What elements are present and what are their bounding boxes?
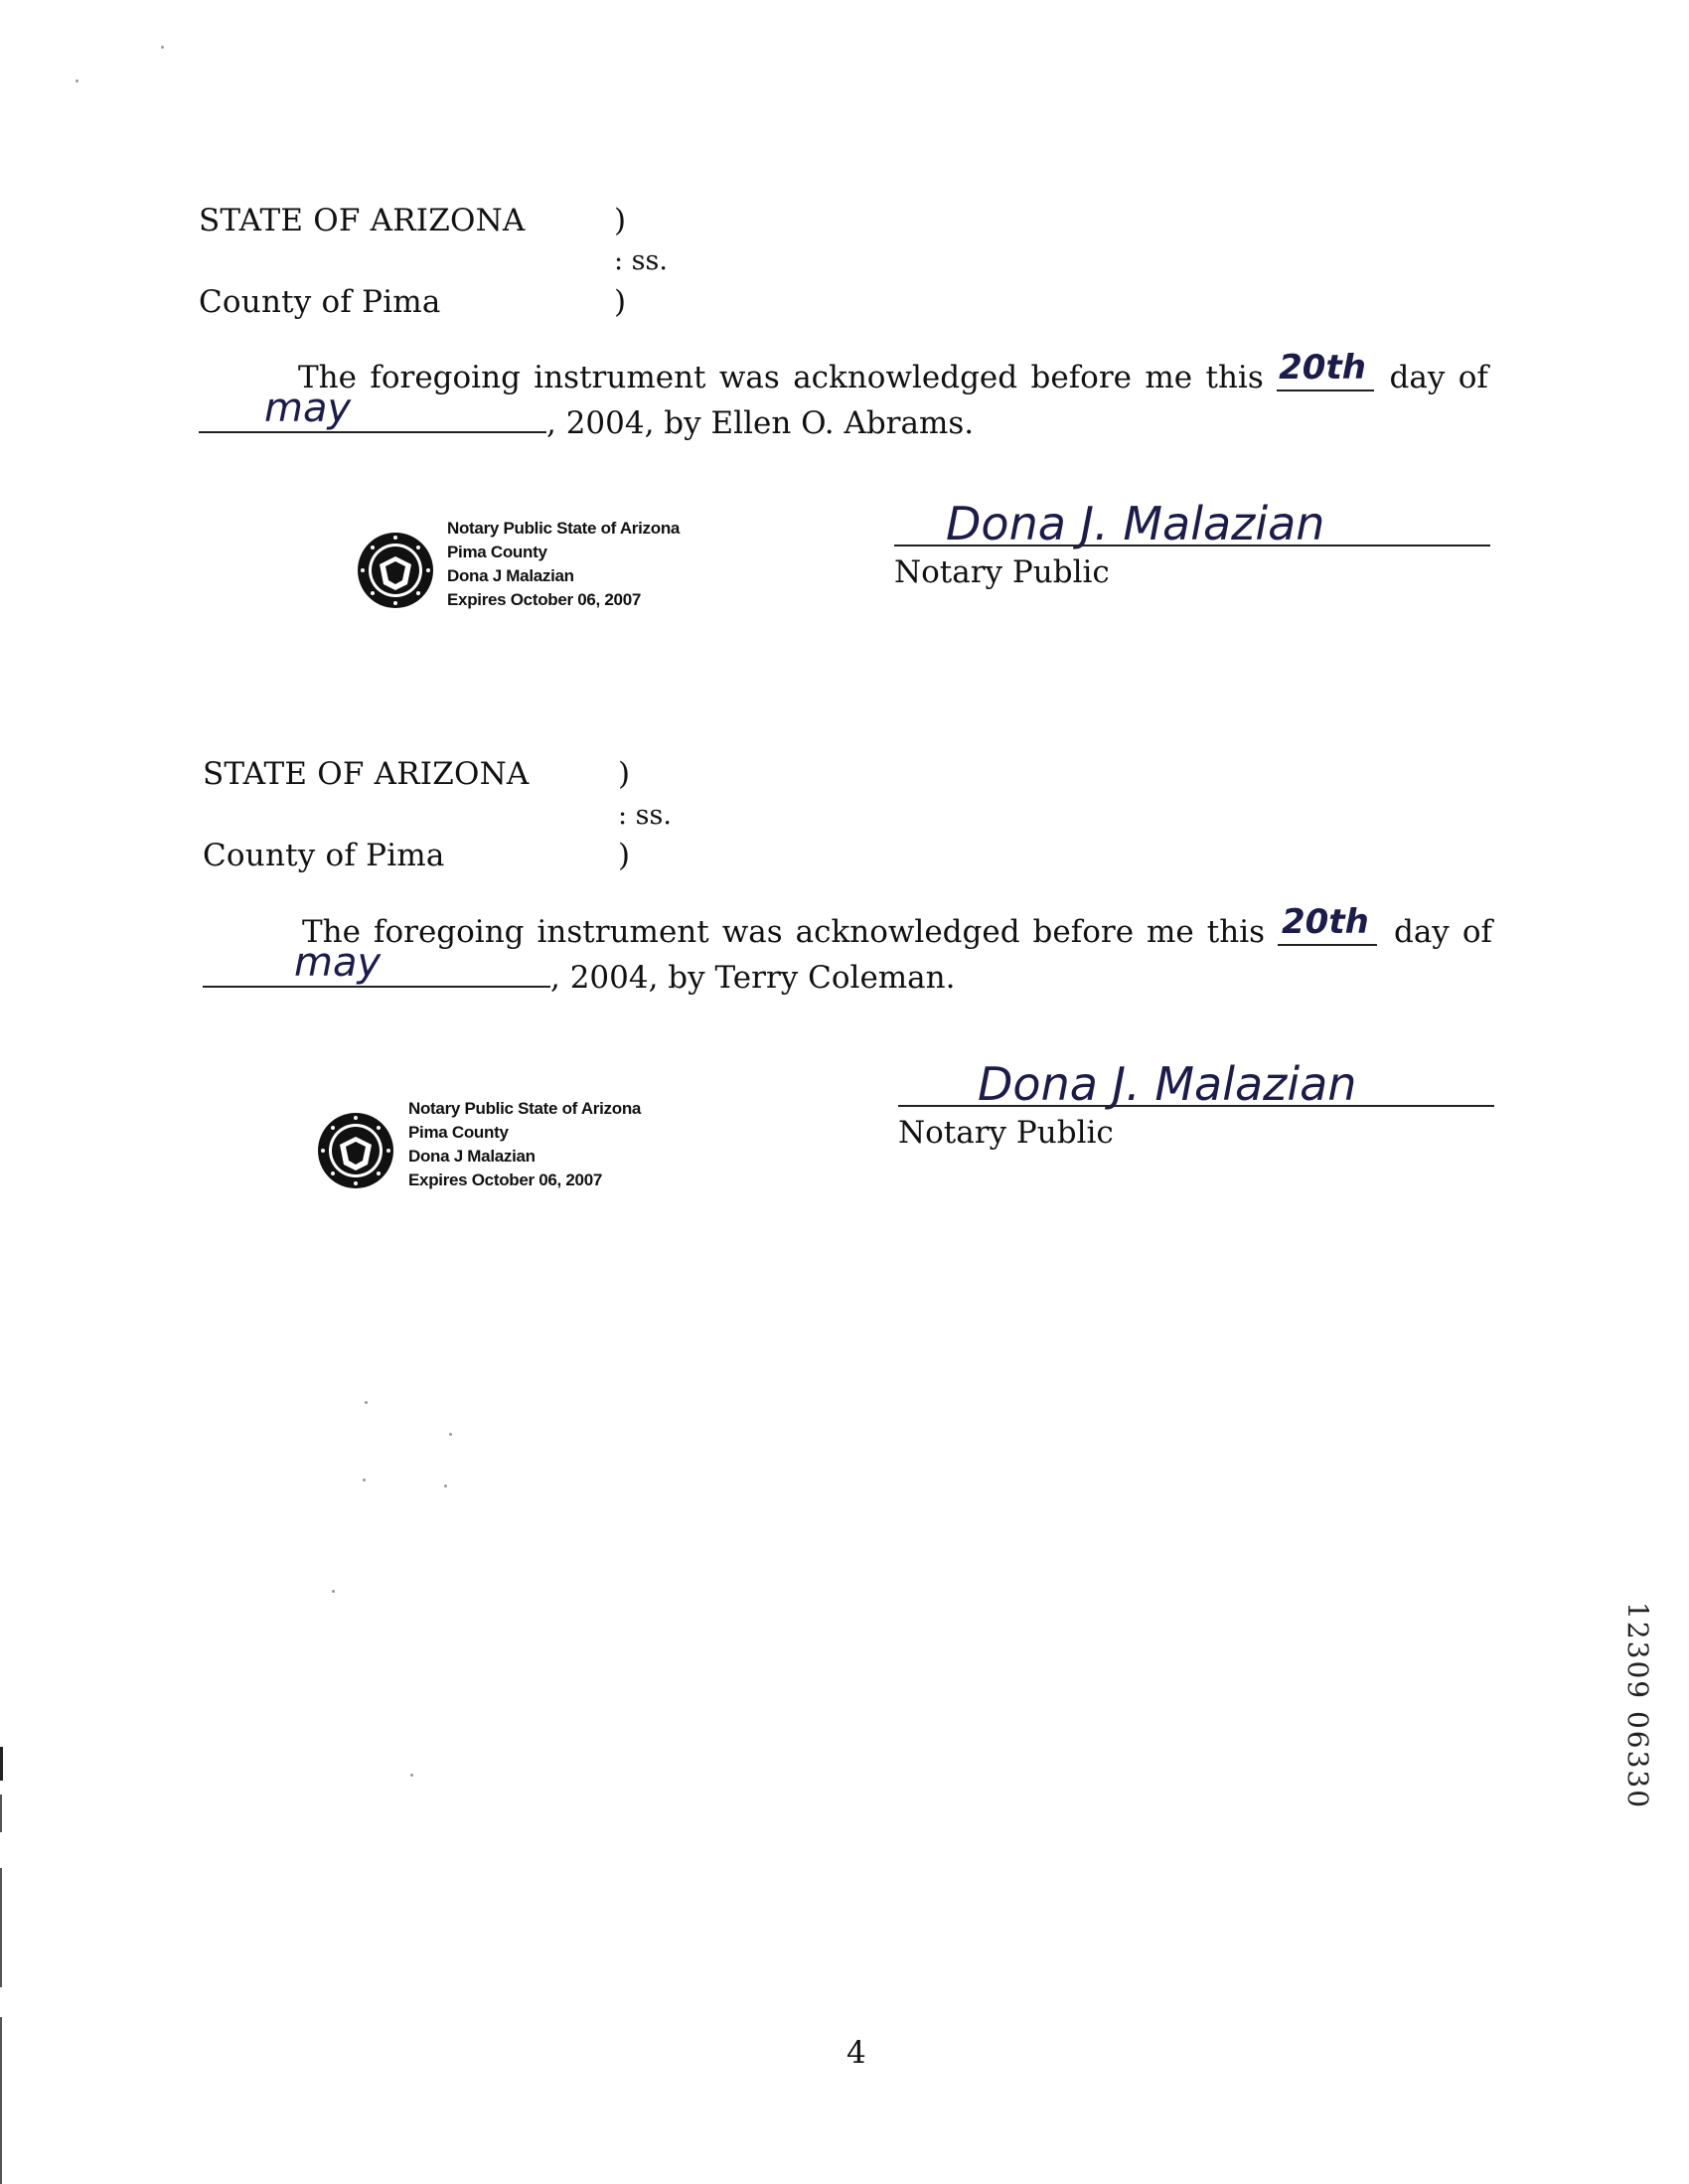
seal-stamp-text [447,517,680,612]
acknowledgment-line-2 [203,940,956,996]
word: was [718,360,780,395]
scan-edge-mark [0,2017,2,2184]
county-heading: County of Pima [203,838,445,873]
state-heading: STATE OF ARIZONA [203,756,530,792]
signature-line [894,545,1490,546]
scan-speck [444,1484,447,1487]
handwritten-month: may [264,386,352,431]
word: The [298,360,357,395]
notary-public-label: Notary Public [898,1115,1114,1151]
seal-line: Notary Public State of Arizona [408,1099,642,1118]
word: me [1145,360,1193,395]
word: day [1389,360,1446,395]
seal-line: Pima County [447,543,547,561]
seal-line: Dona J Malazian [408,1147,536,1166]
word: this [1206,914,1266,950]
word: day [1393,914,1450,950]
word: this [1205,360,1264,395]
notary-signature: Dona J. Malazian [946,497,1325,550]
notary-signature: Dona J. Malazian [978,1057,1357,1111]
word: The [302,914,361,950]
word: foregoing [373,914,525,950]
acknowledgment-tail: , 2004, by Ellen O. Abrams. [546,405,975,441]
venue-paren-open: ) [618,756,631,792]
seal-line: Expires October 06, 2007 [447,590,642,609]
word: before [1032,914,1135,950]
acknowledgment-line-1 [298,348,1488,395]
seal-line: Notary Public State of Arizona [447,519,681,538]
ss-marker: : ss. [618,800,672,831]
word: instrument [534,360,706,395]
handwritten-day: 20th [1279,348,1366,388]
venue-paren-close: ) [614,284,627,320]
scan-speck [161,46,164,49]
notary-seal-icon [356,531,435,610]
word: of [1458,360,1488,395]
signature-line [898,1105,1494,1107]
word: acknowledged [793,360,1018,395]
scan-speck [363,1479,366,1482]
word: was [721,914,783,950]
handwritten-month: may [294,940,382,986]
acknowledgment-line-1 [302,902,1492,950]
seal-line: Dona J Malazian [447,566,574,585]
scan-speck [449,1433,452,1436]
scan-edge-mark [0,1794,2,1832]
word: of [1461,914,1492,950]
scan-edge-mark [0,1868,2,1987]
day-blank [1277,348,1376,395]
word: foregoing [370,360,521,395]
word: acknowledged [795,914,1020,950]
acknowledgment-tail: , 2004, by Terry Coleman. [550,960,956,996]
notary-seal-icon [316,1111,395,1190]
word: before [1030,360,1132,395]
scan-speck [76,79,78,82]
seal-line: Pima County [408,1123,509,1142]
scan-speck [365,1401,368,1404]
handwritten-day: 20th [1282,902,1369,942]
scan-edge-mark [0,1747,3,1781]
seal-stamp-text [408,1097,641,1192]
county-heading: County of Pima [199,284,441,320]
venue-paren-open: ) [614,203,627,238]
scan-speck [332,1590,335,1593]
notary-public-label: Notary Public [894,554,1110,590]
word: me [1147,914,1194,950]
page-number: 4 [846,2035,866,2071]
seal-line: Expires October 06, 2007 [408,1170,603,1189]
venue-paren-close: ) [618,838,631,873]
ss-marker: : ss. [614,245,668,276]
word: instrument [537,914,709,950]
month-blank [199,386,546,433]
day-blank [1278,902,1381,950]
month-blank [203,940,550,988]
recording-number: 12309 06330 [1621,1602,1654,1810]
state-heading: STATE OF ARIZONA [199,203,526,238]
scan-speck [410,1774,413,1777]
acknowledgment-line-2 [199,386,975,441]
